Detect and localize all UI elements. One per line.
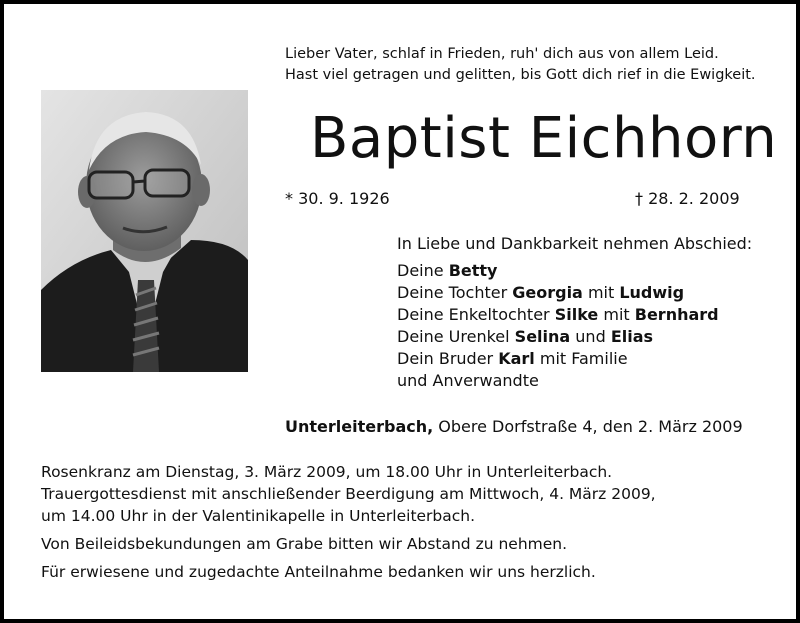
mourner-line: Dein Bruder Karl mit Familie [397,349,628,368]
portrait-photo [41,90,248,372]
note-line: um 14.00 Uhr in der Valentinikapelle in Unterleiterbach. [41,507,476,525]
note-line: Rosenkranz am Dienstag, 3. März 2009, um 18.00 Uhr in Unterleiterbach. [41,463,613,481]
mourners-list [397,260,719,392]
mourner-line: Deine Tochter Georgia mit Ludwig [397,283,685,302]
mourner-line: Deine Urenkel Selina und Elias [397,327,654,346]
mourner-line: und Anverwandte [397,371,539,390]
deceased-name: Baptist Eichhorn [310,106,778,171]
address-date: Obere Dorfstraße 4, den 2. März 2009 [433,417,743,436]
note-line: Trauergottesdienst mit anschließender Beerdigung am Mittwoch, 4. März 2009, [41,485,656,503]
address-line [285,417,743,436]
memorial-verse [285,44,756,86]
farewell-intro: In Liebe und Dankbarkeit nehmen Abschied: [397,234,753,253]
mourner-line: Deine Enkeltochter Silke mit Bernhard [397,305,719,324]
service-notes [41,461,656,583]
portrait-image [41,90,248,372]
obituary-notice [4,4,796,619]
mourner-line: Deine Betty [397,261,498,280]
verse-line: Lieber Vater, schlaf in Frieden, ruh' dich aus von allem Leid. [285,46,719,62]
death-date: † 28. 2. 2009 [635,189,740,208]
note-line: Von Beileidsbekundungen am Grabe bitten wir Abstand zu nehmen. [41,535,568,553]
town-name: Unterleiterbach, [285,417,434,436]
note-line: Für erwiesene und zugedachte Anteilnahme bedanken wir uns herzlich. [41,563,596,581]
birth-date: * 30. 9. 1926 [285,189,390,208]
verse-line: Hast viel getragen und gelitten, bis Gott dich rief in die Ewigkeit. [285,67,756,83]
